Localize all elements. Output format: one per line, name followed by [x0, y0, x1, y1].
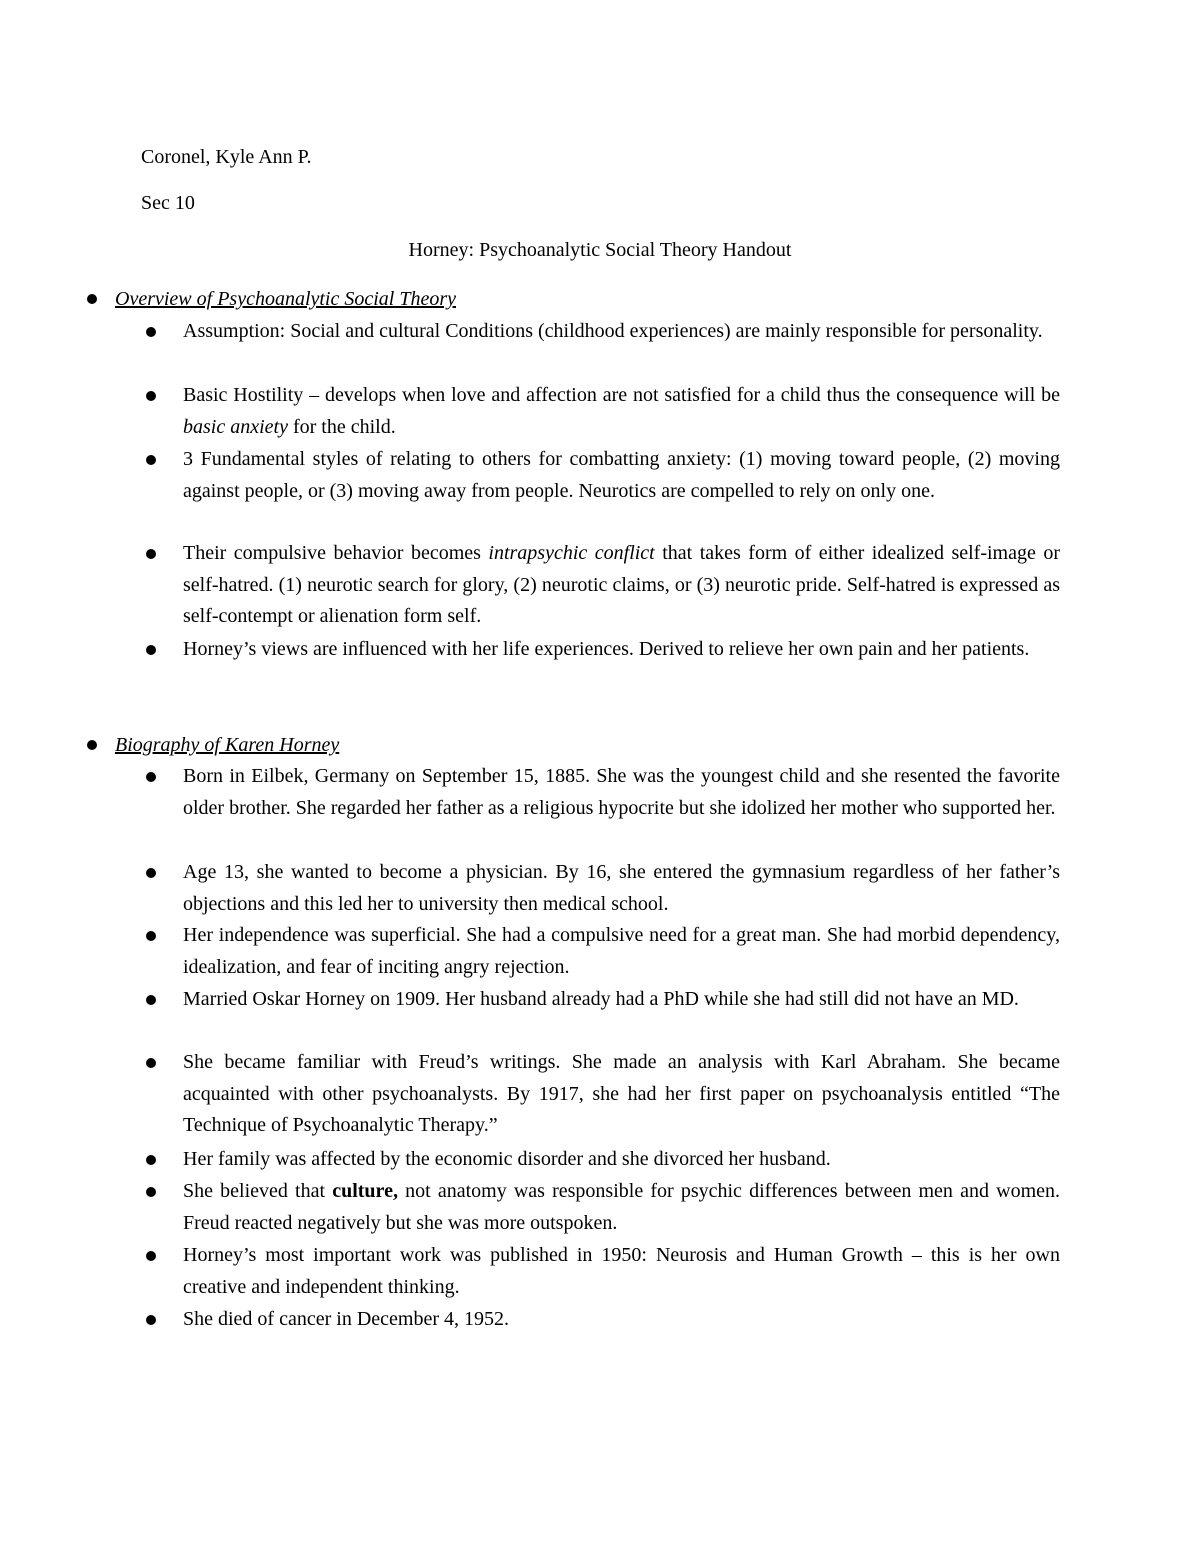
biography-item-7 [183, 1176, 1060, 1239]
bullet-icon [87, 740, 97, 750]
overview-item-2 [183, 380, 1060, 443]
biography-item-4 [183, 984, 1060, 1016]
biography-item-6-text: Her family was affected by the economic disorder and she divorced her husband. [183, 1148, 831, 1170]
biography-item-8-text: Horney’s most important work was published in 1950: Neurosis and Human Growth – this is her own creative and independent thinking. [183, 1244, 1060, 1298]
biography-item-5 [183, 1047, 1060, 1142]
bullet-icon [146, 995, 156, 1005]
bullet-icon [146, 1315, 156, 1325]
biography-item-3 [183, 920, 1060, 983]
overview-item-3-text: 3 Fundamental styles of relating to others for combatting anxiety: (1) moving toward people, (2) moving against people, or (3) moving away from people. Neurotics are compelled to rely on only one. [183, 448, 1060, 502]
bullet-icon [146, 1251, 156, 1261]
bullet-icon [146, 868, 156, 878]
overview-item-4-after: that takes form of either idealized self-image or self-hatred. (1) neurotic search for glory, (2) neurotic claims, or (3) neurotic pride. Self-hatred is expressed as self-contempt or alienation form self. [183, 542, 1061, 627]
biography-item-2 [183, 857, 1060, 920]
bullet-icon [146, 931, 156, 941]
biography-item-7-strong: culture, [332, 1180, 398, 1202]
overview-item-4-text [183, 538, 1060, 633]
overview-item-4-before: Their compulsive behavior becomes [183, 542, 489, 564]
biography-item-9-text: She died of cancer in December 4, 1952. [183, 1308, 509, 1330]
biography-item-1 [183, 761, 1060, 824]
biography-item-1-text: Born in Eilbek, Germany on September 15, 1885. She was the youngest child and she resented the favorite older brother. She regarded her father as a religious hypocrite but she idolized her mother who supported her. [183, 765, 1060, 819]
bullet-icon [146, 455, 156, 465]
biography-item-5-text: She became familiar with Freud’s writings. She made an analysis with Karl Abraham. She became acquainted with other psychoanalysts. By 1917, she had her first paper on psychoanalysis entitled “The Technique of Psychoanalytic Therapy.” [183, 1051, 1060, 1136]
biography-item-6 [183, 1144, 1060, 1176]
biography-item-8 [183, 1240, 1060, 1303]
bullet-icon [146, 1155, 156, 1165]
biography-item-2-text: Age 13, she wanted to become a physician. By 16, she entered the gymnasium regardless of her father’s objections and this led her to university then medical school. [183, 861, 1060, 915]
biography-item-7-after: not anatomy was responsible for psychic differences between men and women. Freud reacted negatively but she was more outspoken. [183, 1180, 1061, 1234]
overview-item-5-text: Horney’s views are influenced with her life experiences. Derived to relieve her own pain and her patients. [183, 638, 1030, 660]
overview-item-4 [183, 538, 1060, 633]
author-name: Coronel, Kyle Ann P. [141, 146, 312, 168]
biography-item-9 [183, 1304, 1060, 1336]
biography-item-7-text [183, 1176, 1060, 1239]
overview-item-2-emphasis: basic anxiety [183, 415, 288, 438]
biography-item-4-text: Married Oskar Horney on 1909. Her husband already had a PhD while she had still did not have an MD. [183, 988, 1019, 1010]
overview-item-3 [183, 444, 1060, 507]
overview-item-4-emphasis: intrapsychic conflict [488, 542, 655, 564]
overview-item-1 [183, 316, 1060, 348]
overview-item-2-after: for the child. [287, 415, 396, 438]
biography-heading: Biography of Karen Horney [115, 734, 340, 756]
overview-item-2-before: Basic Hostility – develops when love and affection are not satisfied for a child thus the consequence will be [183, 384, 1060, 406]
overview-item-1-text: Assumption: Social and cultural Conditions (childhood experiences) are mainly responsible for personality. [183, 320, 1043, 342]
bullet-icon [146, 1058, 156, 1068]
overview-item-2-text [183, 380, 1060, 443]
bullet-icon [146, 1187, 156, 1197]
biography-item-7-before: She believed that [183, 1180, 333, 1202]
bullet-icon [146, 549, 156, 559]
bullet-icon [146, 772, 156, 782]
bullet-icon [146, 645, 156, 655]
bullet-icon [146, 391, 156, 401]
overview-heading: Overview of Psychoanalytic Social Theory [115, 288, 457, 310]
document-title: Horney: Psychoanalytic Social Theory Handout [408, 239, 792, 261]
section-number: Sec 10 [141, 192, 195, 214]
overview-item-5 [183, 634, 1060, 666]
biography-item-3-text: Her independence was superficial. She had a compulsive need for a great man. She had morbid dependency, idealization, and fear of inciting angry rejection. [183, 924, 1060, 978]
bullet-icon [87, 294, 97, 304]
bullet-icon [146, 327, 156, 337]
